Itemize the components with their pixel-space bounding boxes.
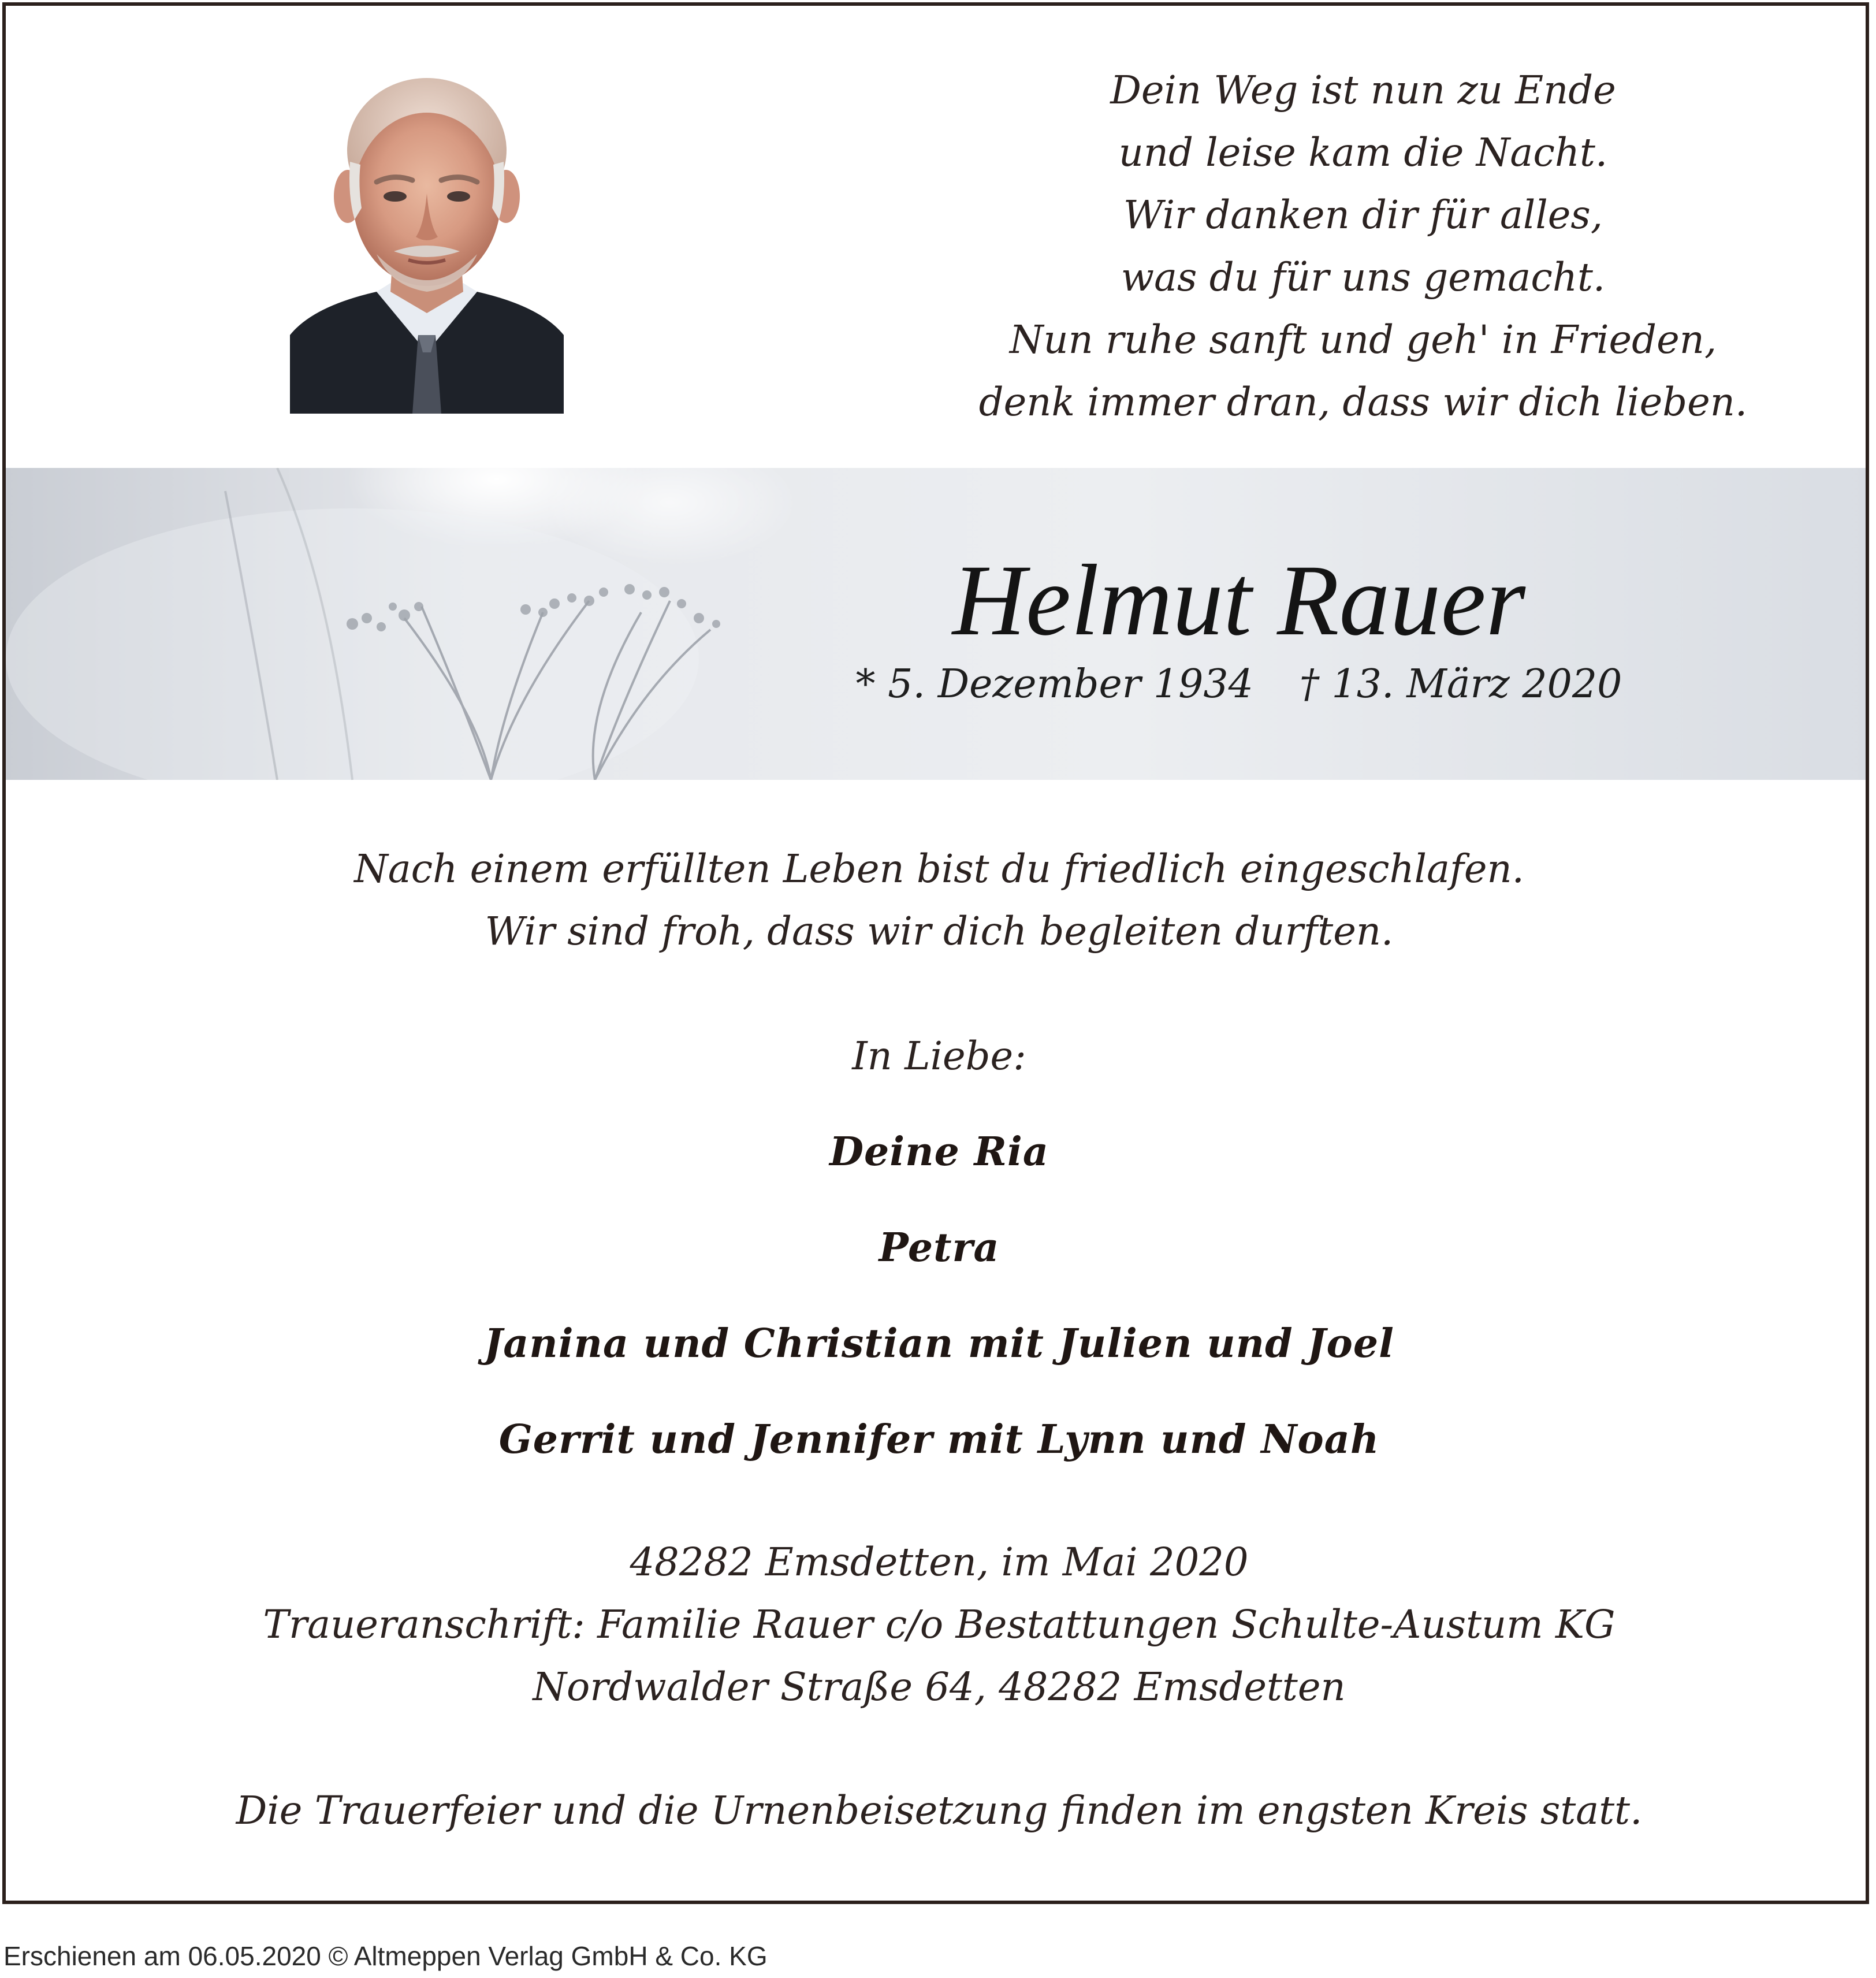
deceased-name: Helmut Rauer xyxy=(952,544,1526,657)
family-member: Janina und Christian mit Julien und Joel xyxy=(484,1321,1394,1367)
life-dates xyxy=(774,659,1704,711)
poem-line: denk immer dran, dass wir dich lieben. xyxy=(978,380,1748,425)
family-member: Gerrit und Jennifer mit Lynn und Noah xyxy=(498,1416,1380,1463)
publication-footer: Erschienen am 06.05.2020 © Altmeppen Verlag GmbH & Co. KG xyxy=(3,1941,768,1971)
poem-line: Dein Weg ist nun zu Ende xyxy=(1110,68,1616,113)
mourning-address: Traueranschrift: Familie Rauer c/o Bestattungen Schulte-Austum KG xyxy=(263,1602,1616,1647)
message-line: Nach einem erfüllten Leben bist du friedlich eingeschlafen. xyxy=(354,846,1524,891)
poem-line: was du für uns gemacht. xyxy=(1121,255,1606,300)
poem-line: und leise kam die Nacht. xyxy=(1118,130,1608,175)
poem-line: Wir danken dir für alles, xyxy=(1123,192,1603,237)
poem-line: Nun ruhe sanft und geh' in Frieden, xyxy=(1009,317,1717,362)
ceremony-note: Die Trauerfeier und die Urnenbeisetzung finden im engsten Kreis statt. xyxy=(236,1788,1643,1833)
obituary-notice xyxy=(2,2,1869,1904)
family-member: Petra xyxy=(879,1225,1000,1271)
message-line: Wir sind froh, dass wir dich begleiten durften. xyxy=(485,909,1394,954)
place-date: 48282 Emsdetten, im Mai 2020 xyxy=(630,1540,1249,1585)
in-love-label: In Liebe: xyxy=(852,1033,1026,1079)
family-member: Deine Ria xyxy=(829,1129,1049,1175)
portrait-photo xyxy=(290,64,564,414)
birth-date: * 5. Dezember 1934 xyxy=(855,661,1253,707)
death-date: † 13. März 2020 xyxy=(1299,661,1622,707)
street-address: Nordwalder Straße 64, 48282 Emsdetten xyxy=(533,1664,1346,1709)
poem xyxy=(861,59,1866,433)
name-banner xyxy=(6,468,1869,780)
